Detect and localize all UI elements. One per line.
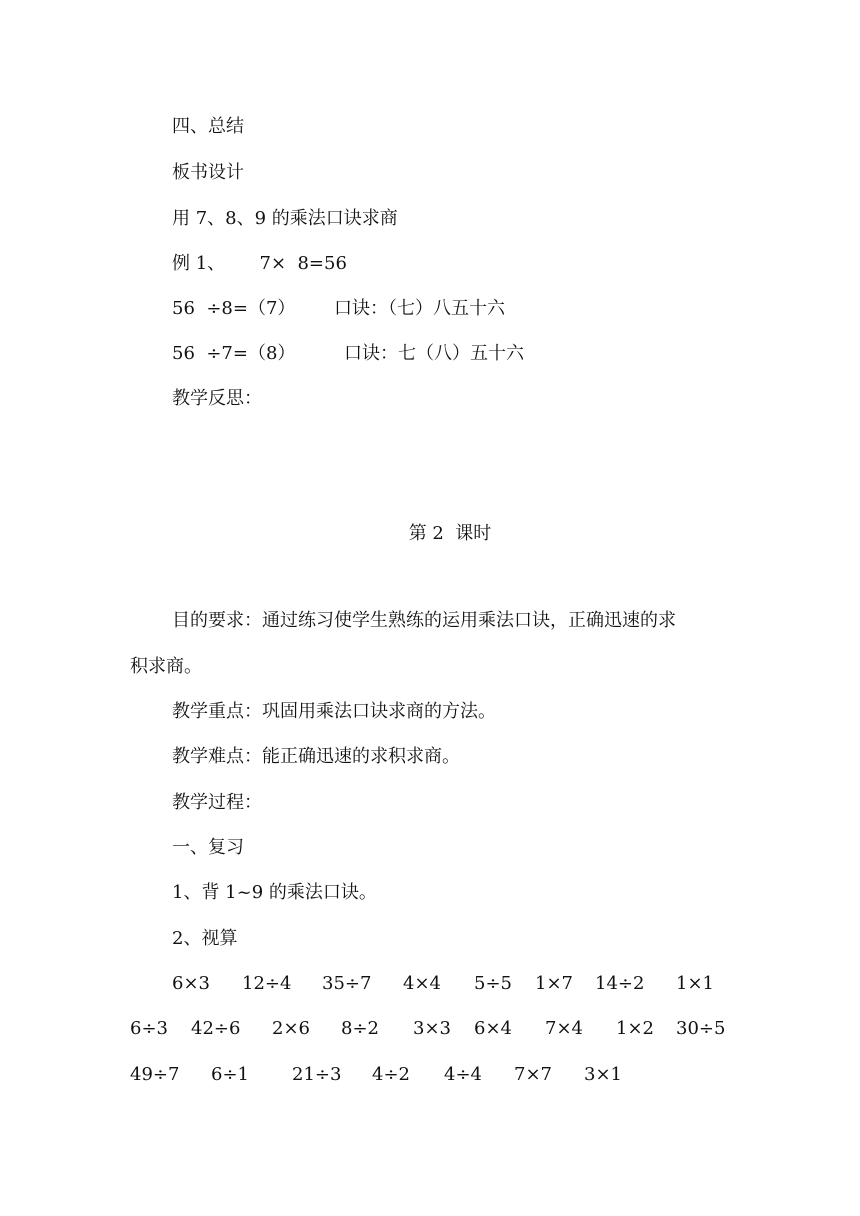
review-item-1: 1、背 1~9 的乘法口诀。 — [172, 882, 377, 903]
exercise-cell: 21÷3 — [292, 1064, 342, 1085]
review-heading: 一、复习 — [172, 837, 244, 858]
exercise-cell: 4÷4 — [444, 1064, 482, 1085]
exercise-cell: 12÷4 — [242, 973, 292, 994]
exercise-cell: 7×7 — [514, 1064, 552, 1085]
section-summary: 四、总结 — [172, 116, 244, 137]
exercise-cell: 6÷3 — [130, 1018, 168, 1039]
exercise-cell: 4÷2 — [372, 1064, 410, 1085]
exercise-cell: 42÷6 — [191, 1018, 241, 1039]
exercise-cell: 4×4 — [403, 973, 441, 994]
equation-2: 56 ÷7=（8） — [172, 343, 296, 364]
lesson-title: 第 2 课时 — [408, 523, 492, 544]
exercise-cell: 49÷7 — [130, 1064, 180, 1085]
board-design-label: 板书设计 — [172, 162, 244, 183]
process-label: 教学过程： — [172, 792, 262, 813]
exercise-cell: 1×1 — [676, 973, 714, 994]
exercise-cell: 7×4 — [545, 1018, 583, 1039]
exercise-cell: 35÷7 — [322, 973, 372, 994]
rhyme-1: 口诀：（七）八五十六 — [334, 298, 505, 319]
key-point: 教学重点：巩固用乘法口诀求商的方法。 — [172, 701, 496, 722]
rhyme-2: 口诀：七（八）五十六 — [344, 343, 524, 364]
goal-line-2: 积求商。 — [130, 656, 202, 677]
reflection-label: 教学反思： — [172, 388, 262, 409]
exercise-cell: 6×3 — [172, 973, 210, 994]
exercise-cell: 5÷5 — [474, 973, 512, 994]
exercise-cell: 8÷2 — [341, 1018, 379, 1039]
exercise-cell: 3×1 — [584, 1064, 622, 1085]
exercise-cell: 1×7 — [535, 973, 573, 994]
exercise-cell: 6×4 — [474, 1018, 512, 1039]
board-heading: 用 7、8、9 的乘法口诀求商 — [172, 208, 398, 229]
exercise-cell: 14÷2 — [595, 973, 645, 994]
goal-line-1: 目的要求：通过练习使学生熟练的运用乘法口诀，正确迅速的求 — [172, 610, 676, 631]
review-item-2: 2、视算 — [172, 928, 238, 949]
exercise-cell: 1×2 — [616, 1018, 654, 1039]
example-line: 例 1、 7× 8=56 — [172, 253, 347, 274]
exercise-cell: 6÷1 — [211, 1064, 249, 1085]
exercise-cell: 3×3 — [413, 1018, 451, 1039]
exercise-cell: 2×6 — [272, 1018, 310, 1039]
difficulty: 教学难点：能正确迅速的求积求商。 — [172, 746, 460, 767]
exercise-cell: 30÷5 — [676, 1018, 726, 1039]
equation-1: 56 ÷8=（7） — [172, 298, 296, 319]
